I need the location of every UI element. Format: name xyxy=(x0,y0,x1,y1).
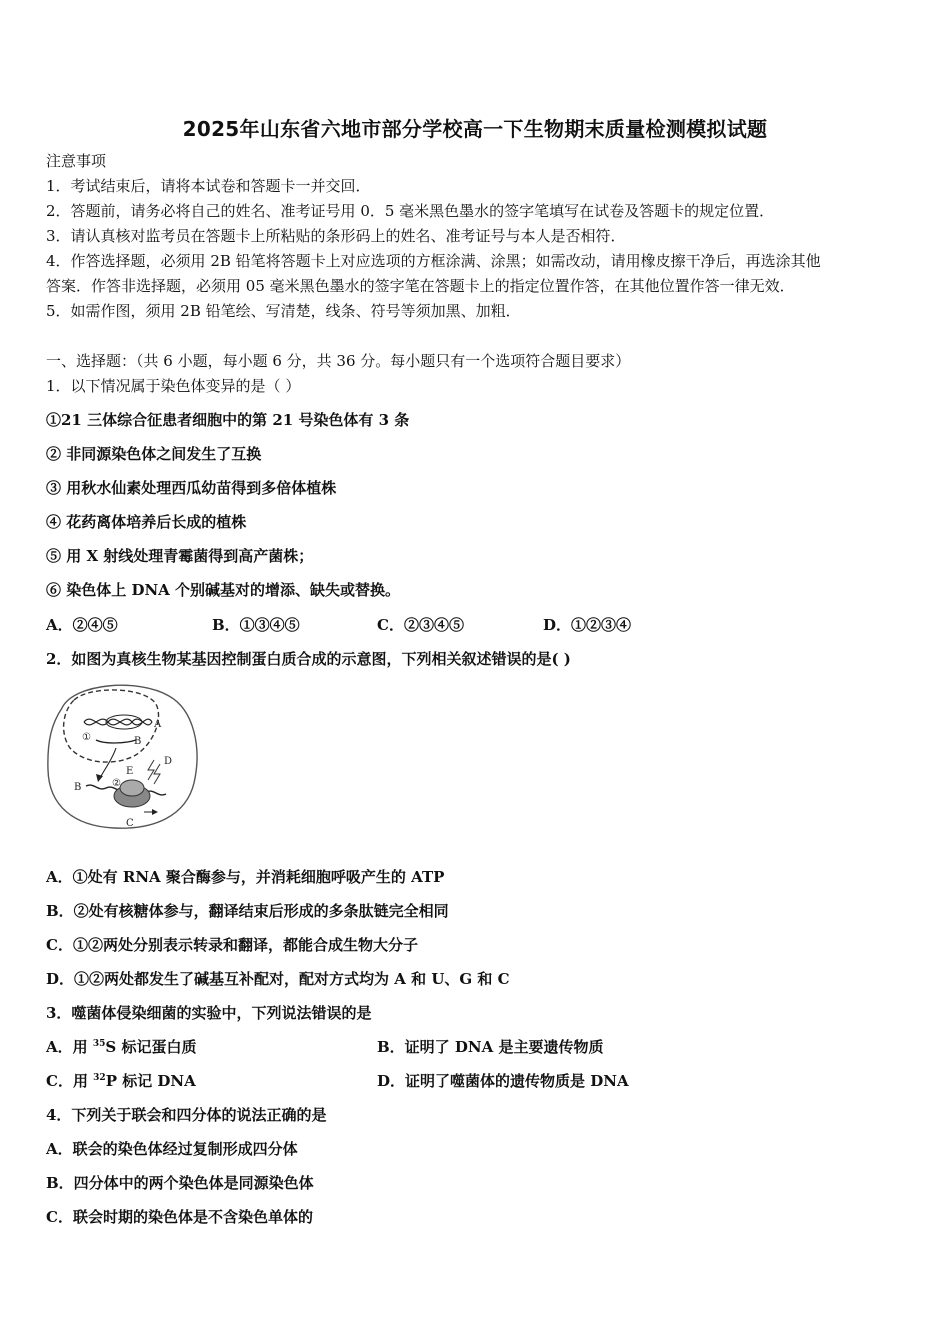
trna-shape xyxy=(148,760,154,780)
label-b-bottom: B xyxy=(74,782,82,793)
notice-item: 5．如需作图，须用 2B 铅笔绘、写清楚，线条、符号等须加黑、加粗． xyxy=(46,302,521,320)
notice-item: 4．作答选择题，必须用 2B 铅笔将答题卡上对应选项的方框涂满、涂黑；如需改动，请用橡皮擦干净后，再选涂其他 xyxy=(46,252,821,270)
question-2-stem: 2．如图为真核生物某基因控制蛋白质合成的示意图，下列相关叙述错误的是( ) xyxy=(46,650,571,668)
label-1: ① xyxy=(82,732,91,743)
question-1-option-b[interactable]: B．①③④⑤ xyxy=(212,616,300,634)
label-b-top: B xyxy=(134,736,142,747)
question-4-stem: 4．下列关于联会和四分体的说法正确的是 xyxy=(46,1106,327,1124)
question-2-option-a[interactable]: A．①处有 RNA 聚合酶参与，并消耗细胞呼吸产生的 ATP xyxy=(46,868,445,886)
mrna-export-arrow xyxy=(100,748,116,778)
question-4-option-a[interactable]: A．联会的染色体经过复制形成四分体 xyxy=(46,1140,298,1158)
notice-item: 3．请认真核对监考员在答题卡上所粘贴的条形码上的姓名、准考证号与本人是否相符． xyxy=(46,227,626,245)
mrna-transcript xyxy=(96,740,136,743)
question-3-option-d[interactable]: D．证明了噬菌体的遗传物质是 DNA xyxy=(377,1072,629,1090)
isotope-mass-35: 35 xyxy=(92,1039,106,1049)
question-1-item: ⑤ 用 X 射线处理青霉菌得到高产菌株； xyxy=(46,547,314,565)
question-2-option-d[interactable]: D．①②两处都发生了碱基互补配对，配对方式均为 A 和 U、G 和 C xyxy=(46,970,510,988)
notice-item: 答案．作答非选择题，必须用 05 毫米黑色墨水的签字笔在答题卡上的指定位置作答，在其他位置作答一律无效． xyxy=(46,277,795,295)
question-2-option-c[interactable]: C．①②两处分别表示转录和翻译，都能合成生物大分子 xyxy=(46,936,418,954)
question-1-item: ①21 三体综合征患者细胞中的第 21 号染色体有 3 条 xyxy=(46,411,410,429)
label-d: D xyxy=(164,756,173,767)
question-3-option-b[interactable]: B．证明了 DNA 是主要遗传物质 xyxy=(377,1038,604,1056)
label-2: ② xyxy=(112,778,121,789)
notice-item: 2．答题前，请务必将自己的姓名、准考证号用 0．5 毫米黑色墨水的签字笔填写在试卷及答题卡的规定位置． xyxy=(46,202,775,220)
nuclear-envelope xyxy=(64,690,159,762)
question-1-option-c[interactable]: C．②③④⑤ xyxy=(377,616,464,634)
cell-membrane xyxy=(48,685,197,828)
question-4-option-b[interactable]: B．四分体中的两个染色体是同源染色体 xyxy=(46,1174,314,1192)
question-3-stem: 3．噬菌体侵染细菌的实验中，下列说法错误的是 xyxy=(46,1004,372,1022)
ribosome-small-subunit xyxy=(120,780,144,796)
label-c: C xyxy=(126,818,134,829)
page-title: 2025年山东省六地市部分学校高一下生物期末质量检测模拟试题 xyxy=(182,117,768,141)
rna-polymerase xyxy=(106,715,142,729)
question-2-option-b[interactable]: B．②处有核糖体参与，翻译结束后形成的多条肽链完全相同 xyxy=(46,902,449,920)
question-4-option-c[interactable]: C．联会时期的染色体是不含染色单体的 xyxy=(46,1208,313,1226)
cell-diagram-svg xyxy=(44,678,204,833)
section-heading: 一、选择题：（共 6 小题，每小题 6 分，共 36 分。每小题只有一个选项符合题目要求） xyxy=(46,352,631,370)
notice-item: 1．考试结束后，请将本试卷和答题卡一并交回． xyxy=(46,177,371,195)
gene-expression-diagram xyxy=(44,678,204,833)
label-a: A xyxy=(154,719,162,730)
question-1-option-d[interactable]: D．①②③④ xyxy=(543,616,632,634)
question-3-option-a[interactable] xyxy=(46,1037,196,1057)
option-c-pre: C．用 xyxy=(46,1072,94,1090)
question-1-stem: 1．以下情况属于染色体变异的是（ ） xyxy=(46,377,301,395)
option-a-pre: A．用 xyxy=(46,1038,93,1056)
question-1-item: ④ 花药离体培养后长成的植株 xyxy=(46,513,247,531)
trna-shape xyxy=(154,764,160,784)
option-a-post: S 标记蛋白质 xyxy=(105,1038,197,1056)
question-1-item: ③ 用秋水仙素处理西瓜幼苗得到多倍体植株 xyxy=(46,479,337,497)
label-e: E xyxy=(126,766,134,777)
option-c-post: P 标记 DNA xyxy=(105,1072,196,1090)
isotope-mass-32: 32 xyxy=(93,1073,106,1083)
question-1-item: ② 非同源染色体之间发生了互换 xyxy=(46,445,262,463)
question-1-option-a[interactable]: A．②④⑤ xyxy=(46,616,118,634)
arrow-head xyxy=(152,809,158,815)
question-3-option-c[interactable] xyxy=(46,1071,196,1091)
notice-heading: 注意事项 xyxy=(46,152,107,170)
question-1-item: ⑥ 染色体上 DNA 个别碱基对的增添、缺失或替换。 xyxy=(46,581,401,599)
